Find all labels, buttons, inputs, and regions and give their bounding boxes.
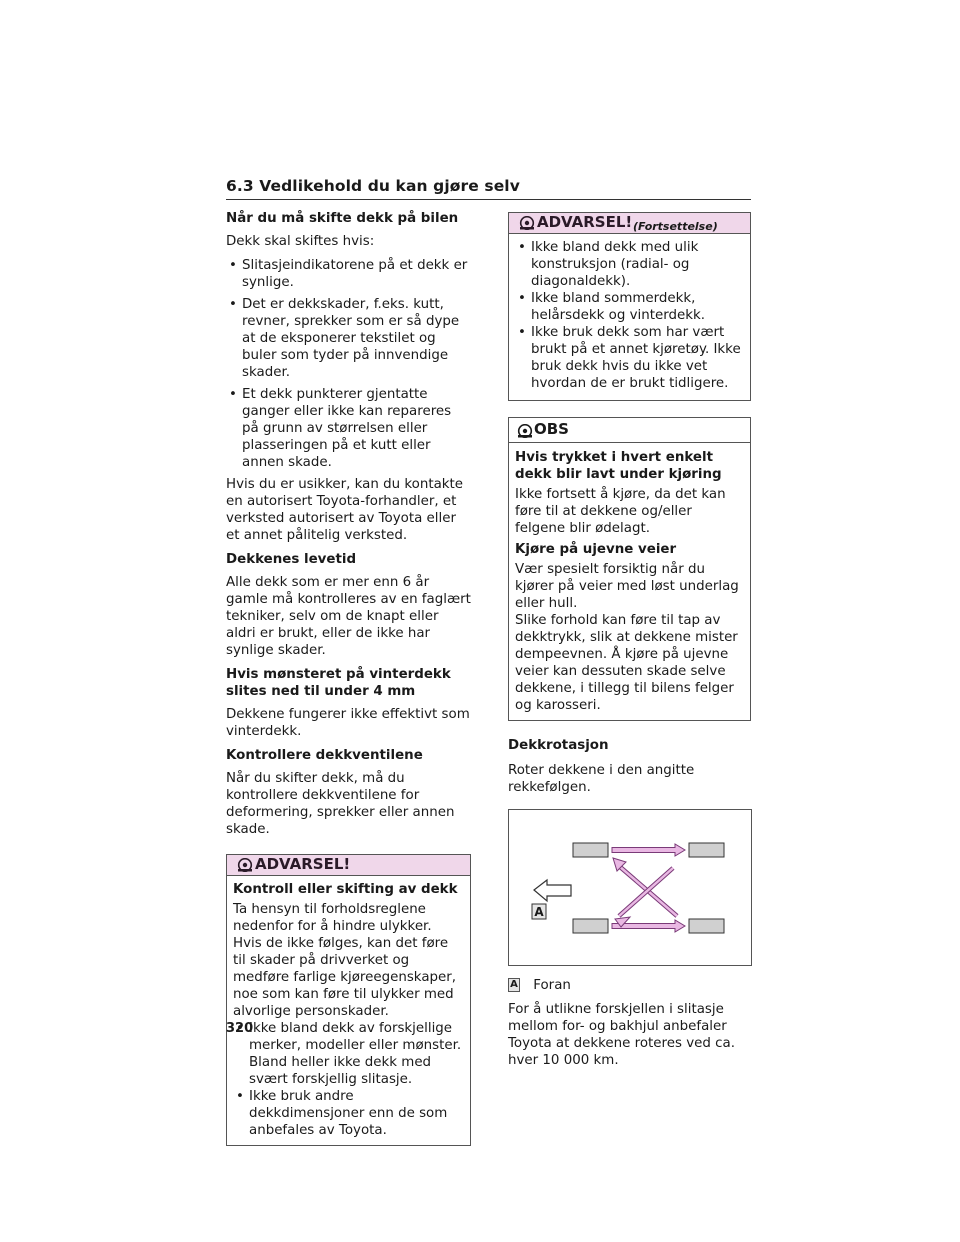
legend-label: A <box>508 978 520 992</box>
list-item: • Ikke bland dekk med ulik konstruksjon (radial- og diagonaldekk). <box>515 239 744 290</box>
tire-rear-left <box>573 919 608 933</box>
list-item: • Ikke bland dekk av forskjellige merker, modeller eller mønster. Bland heller ikke dekk med svært forskjellig slitasje. <box>233 1020 464 1088</box>
list-item: • Det er dekkskader, f.eks. kutt, revner, sprekker som er så dype at de eksponerer tekstilet og buler som tyder på innvendige skader. <box>226 296 471 381</box>
heading-valves: Kontrollere dekkventilene <box>226 748 423 763</box>
right-column <box>508 212 751 1076</box>
obs-box <box>508 417 751 721</box>
list-item: • Ikke bland sommerdekk, helårsdekk og vinterdekk. <box>515 290 744 324</box>
list-item: • Ikke bruk andre dekkdimensjoner enn de som anbefales av Toyota. <box>233 1088 464 1139</box>
tire-front-left <box>573 843 608 857</box>
warning-icon <box>519 216 535 230</box>
obs-heading-pressure: Hvis trykket i hvert enkelt dekk blir lavt under kjøring <box>515 450 722 482</box>
warning-box-continued <box>508 212 751 401</box>
list-item: • Slitasjeindikatorene på et dekk er synlige. <box>226 257 471 291</box>
paragraph: Dekkene fungerer ikke effektivt som vinterdekk. <box>226 707 470 739</box>
heading-tire-change: Når du må skifte dekk på bilen <box>226 211 459 226</box>
warning-text: Ta hensyn til forholdsreglene nedenfor for å hindre ulykker. Hvis de ikke følges, kan det føre til skader på drivverket og medføre farlige kjøreegenskaper, noe som kan føre til ulykker med alvorlige personskader. <box>233 902 457 1019</box>
arrow-front-left-to-front-right <box>612 844 685 856</box>
paragraph: Når du skifter dekk, må du kontrollere dekkventilene for deformering, sprekker eller annen skade. <box>226 771 455 837</box>
list-item: • Ikke bruk dekk som har vært brukt på et annet kjøretøy. Ikke bruk dekk hvis du ikke vet hvordan de er brukt tidligere. <box>515 324 744 392</box>
warning-header <box>227 855 470 876</box>
page-number: 320 <box>226 1021 254 1036</box>
section-title: 6.3 Vedlikehold du kan gjøre selv <box>226 177 520 195</box>
warning-bullets <box>515 239 744 392</box>
heading-winter-tread: Hvis mønsteret på vinterdekk slites ned til under 4 mm <box>226 667 451 699</box>
warning-title: ADVARSEL! <box>537 213 633 231</box>
paragraph: Alle dekk som er mer enn 6 år gamle må kontrolleres av en faglært tekniker, selv om de knapt eller aldri er brukt, eller de ikke har synlige skader. <box>226 575 471 658</box>
section-divider <box>226 199 751 200</box>
label-a-text: A <box>534 905 544 919</box>
paragraph: Slike forhold kan føre til tap av dekktrykk, slik at dekkene mister dempeevnen. Å kjøre på ujevne veier kan dessuten skade selve dekkene, i tillegg til bilens felger og karosseri. <box>515 613 738 713</box>
obs-header <box>509 418 750 443</box>
bullet-list <box>226 257 471 471</box>
legend-text: Foran <box>533 978 571 993</box>
left-column <box>226 210 471 1146</box>
tire-rear-right <box>689 919 724 933</box>
caution-icon <box>517 424 533 438</box>
paragraph: Ikke fortsett å kjøre, da det kan føre til at dekkene og/eller felgene blir ødelagt. <box>515 487 726 536</box>
warning-header <box>509 213 750 234</box>
heading-rotation: Dekkrotasjon <box>508 738 609 753</box>
tire-rotation-diagram <box>508 809 752 966</box>
warning-bullets <box>233 1020 464 1139</box>
obs-heading-rough-roads: Kjøre på ujevne veier <box>515 542 677 557</box>
paragraph: Roter dekkene i den angitte rekkefølgen. <box>508 763 695 795</box>
warning-box <box>226 854 471 1146</box>
warning-icon <box>237 858 253 872</box>
warning-heading: Kontroll eller skifting av dekk <box>233 882 458 897</box>
rotation-svg <box>509 810 751 965</box>
paragraph: Hvis du er usikker, kan du kontakte en autorisert Toyota-forhandler, et verksted autorisert av Toyota eller et annet pålitelig verksted. <box>226 477 464 543</box>
paragraph: For å utlikne forskjellen i slitasje mellom for- og bakhjul anbefaler Toyota at dekkene roteres ved ca. hver 10 000 km. <box>508 1002 735 1068</box>
paragraph: Vær spesielt forsiktig når du kjører på veier med løst underlag eller hull. <box>515 562 739 611</box>
list-item: • Et dekk punkterer gjentatte ganger eller ikke kan repareres på grunn av størrelsen eller plasseringen på et kutt eller annen skade. <box>226 386 471 471</box>
obs-title: OBS <box>534 420 569 438</box>
legend <box>508 977 751 994</box>
paragraph: Dekk skal skiftes hvis: <box>226 234 375 249</box>
tire-front-right <box>689 843 724 857</box>
continued-label: (Fortsettelse) <box>633 220 718 233</box>
warning-title: ADVARSEL! <box>255 855 351 873</box>
heading-tire-lifetime: Dekkenes levetid <box>226 552 357 567</box>
forward-direction-arrow <box>534 880 571 901</box>
